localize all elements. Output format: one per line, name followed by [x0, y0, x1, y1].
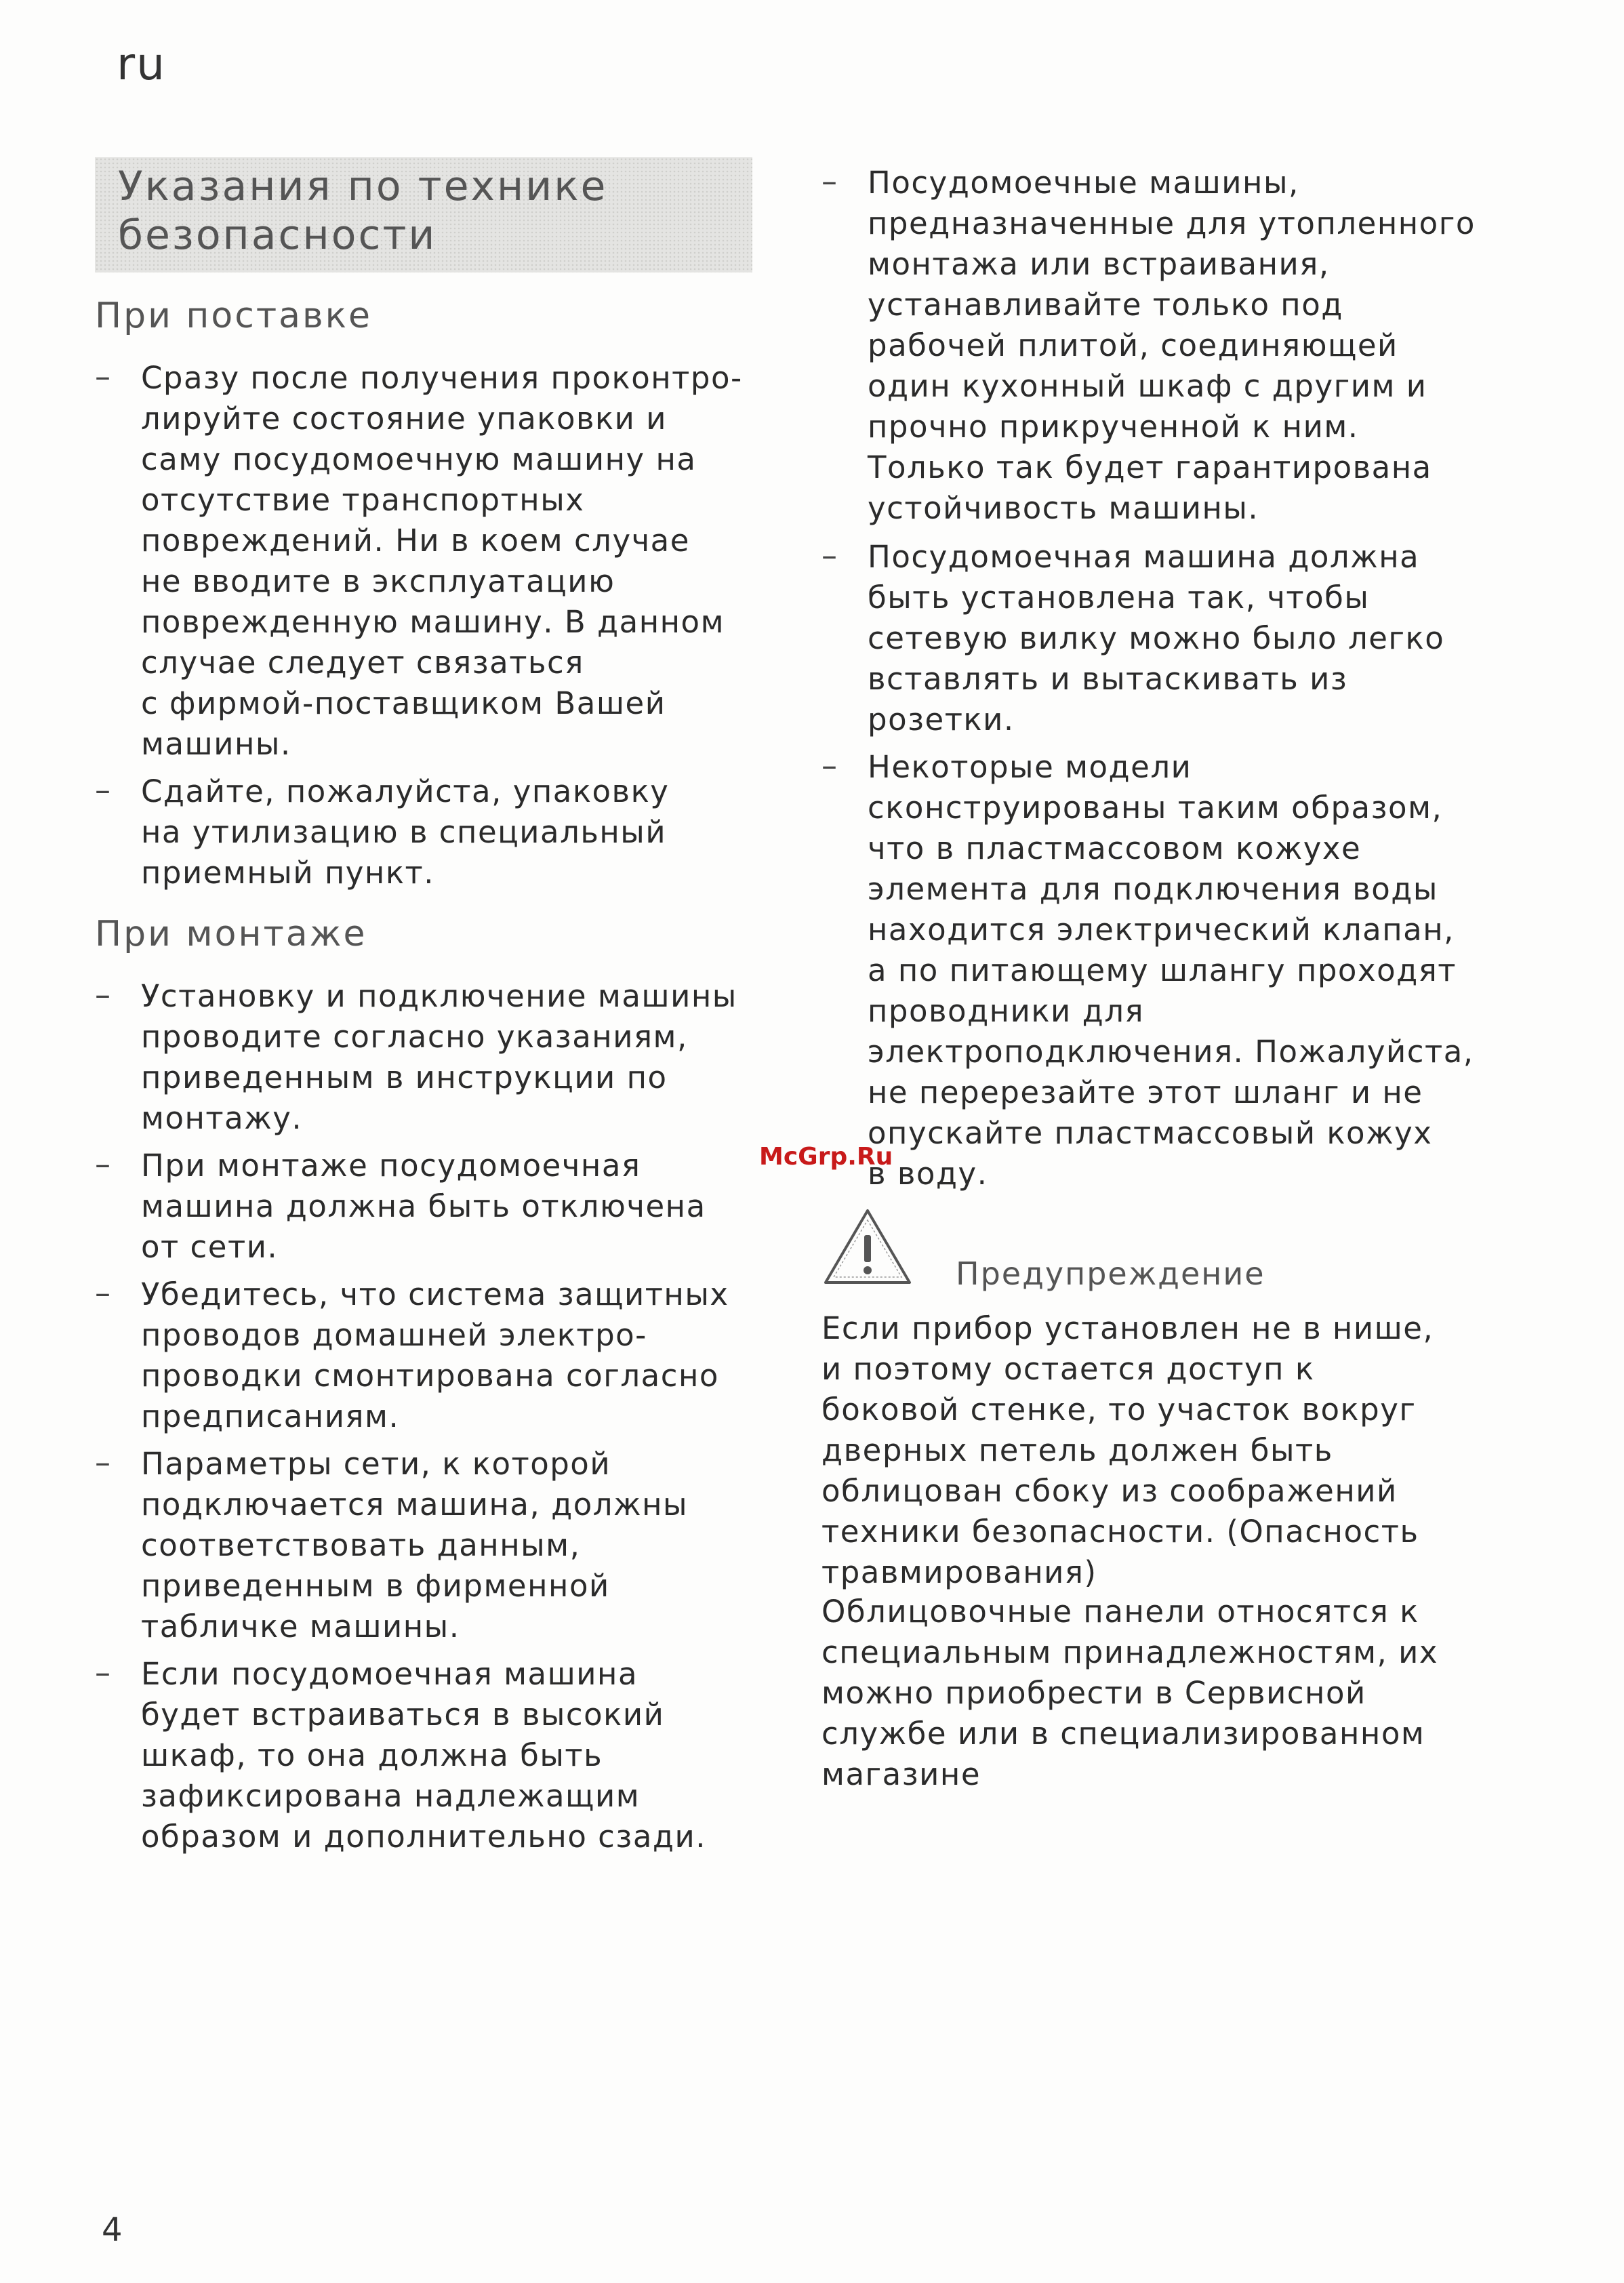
language-code: ru	[117, 38, 166, 90]
list-item-text: Посудомоечная машина должна быть установлена так, чтобы сетевую вилку можно было легко вставлять и вытаскивать из розетки.	[868, 539, 1445, 738]
page-title-line2: безопасности	[118, 211, 437, 259]
dash-bullet: –	[95, 771, 110, 808]
warning-text: Если прибор установлен не в нише, и поэтому остается доступ к боковой стенке, то участок вокруг дверных петель должен быть облицован сбоку из соображений техники безопасности. (Опасность травмирования)	[821, 1310, 1434, 1590]
list-item-text: При монтаже посудомоечная машина должна быть отключена от сети.	[141, 1148, 706, 1265]
list-item-text: Установку и подключение машины проводите согласно указаниям, приведенным в инструкции по монтажу.	[141, 978, 737, 1136]
warning-title: Предупреждение	[956, 1255, 1265, 1292]
list-item-text: Посудомоечные машины, предназначенные для утопленного монтажа или встраивания, устанавливайте только под рабочей плитой, соединяющей один кухонный шкаф с другим и прочно прикрученной к ним. Только так будет гарантирована устойчивость машины.	[868, 165, 1476, 526]
dash-bullet: –	[95, 976, 110, 1013]
dash-bullet: –	[821, 163, 837, 199]
dash-bullet: –	[95, 1274, 110, 1311]
dash-bullet: –	[821, 537, 837, 573]
dash-bullet: –	[821, 747, 837, 784]
list-item-text: Параметры сети, к которой подключается машина, должны соответствовать данным, приведенным в фирменной табличке машины.	[141, 1446, 689, 1644]
warning-triangle-icon	[821, 1207, 914, 1287]
page-number: 4	[102, 2211, 123, 2249]
dash-bullet: –	[95, 358, 110, 395]
dash-bullet: –	[95, 1654, 110, 1691]
heading-installation: При монтаже	[95, 914, 367, 954]
list-item-text: Сдайте, пожалуйста, упаковку на утилизацию в специальный приемный пункт.	[141, 773, 670, 891]
list-item-text: Некоторые модели сконструированы таким образом, что в пластмассовом кожухе элемента для подключения воды находится электрический клапан, а по питающему шлангу проходят проводники для электроподключения. Пожалуйста, не перерезайте этот шланг и не опускайте пластмассовый кожух в воду.	[868, 749, 1474, 1192]
dash-bullet: –	[95, 1444, 110, 1480]
list-item-text: Если посудомоечная машина будет встраиваться в высокий шкаф, то она должна быть зафиксирована надлежащим образом и дополнительно сзади.	[141, 1656, 707, 1855]
heading-delivery: При поставке	[95, 296, 373, 336]
list-item-text: Сразу после получения проконтро- лируйте состояние упаковки и саму посудомоечную машину на отсутствие транспортных повреждений. Ни в коем случае не вводите в эксплуатацию поврежденную машину. В данном случае следует связаться с фирмой-поставщиком Вашей машины.	[141, 360, 743, 762]
warning-text-2: Облицовочные панели относятся к специальным принадлежностям, их можно приобрести в Сервисной службе или в специализированном магазине	[821, 1594, 1439, 1792]
page-title-line1: Указания по технике	[118, 163, 608, 210]
section-title-box	[95, 157, 752, 272]
dash-bullet: –	[95, 1146, 110, 1182]
list-item-text: Убедитесь, что система защитных проводов домашней электро- проводки смонтирована согласно предписаниям.	[141, 1276, 729, 1434]
watermark: McGrp.Ru	[759, 1143, 893, 1171]
